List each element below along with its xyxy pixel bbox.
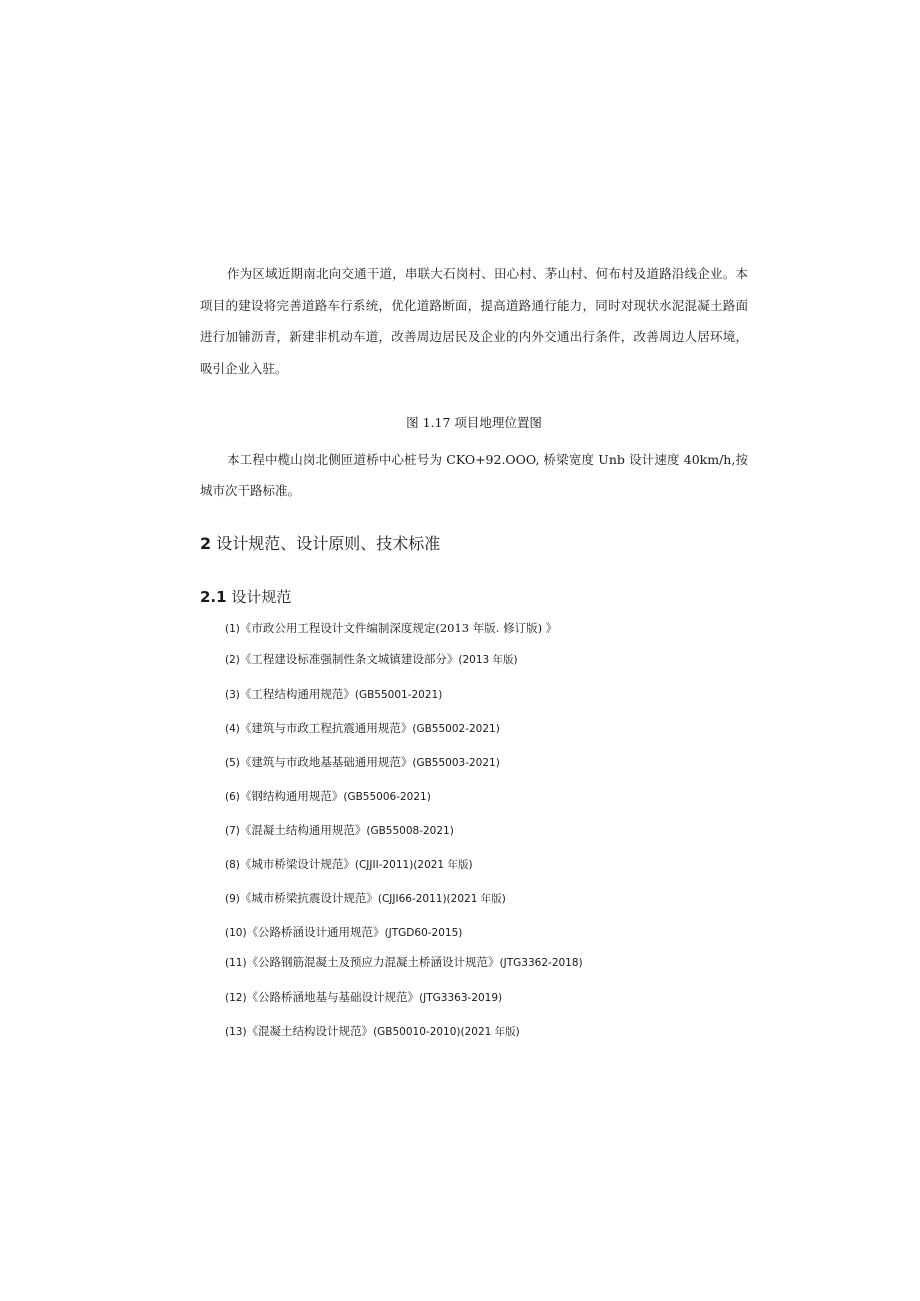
subsection-title: 设计规范 bbox=[231, 588, 292, 606]
reference-item bbox=[225, 720, 500, 736]
reference-title: 《混凝土结构设计规范》 bbox=[246, 1024, 374, 1038]
reference-title: 《钢结构通用规范》 bbox=[239, 789, 344, 803]
section-title: 设计规范、设计原则、技术标准 bbox=[216, 534, 441, 553]
reference-index: (6) bbox=[225, 791, 240, 803]
reference-code: (JTG3363-2019) bbox=[419, 992, 503, 1004]
reference-title: 《混凝土结构通用规范》 bbox=[239, 823, 367, 837]
reference-item bbox=[225, 620, 557, 636]
subsection-number: 2.1 bbox=[200, 588, 227, 606]
reference-index: (5) bbox=[225, 757, 240, 769]
reference-item bbox=[225, 1023, 520, 1039]
reference-title: 《城市桥梁抗震设计规范》 bbox=[239, 891, 378, 905]
subsection-heading bbox=[200, 586, 291, 607]
reference-item bbox=[225, 856, 473, 872]
reference-index: (11) bbox=[225, 957, 247, 969]
reference-item bbox=[225, 822, 454, 838]
bridge-paragraph: 本工程中榄山岗北侧匝道桥中心桩号为 CKO+92.OOO, 桥梁宽度 Unb 设计速度 40km/h,按城市次干路标准。 bbox=[200, 452, 748, 498]
reference-index: (4) bbox=[225, 723, 240, 735]
reference-index: (1) bbox=[225, 623, 240, 635]
reference-item bbox=[225, 954, 583, 970]
figure-caption: 图 1.17 项目地理位置图 bbox=[406, 415, 542, 430]
reference-item bbox=[225, 788, 431, 804]
reference-code: (GB55006-2021) bbox=[343, 791, 431, 803]
reference-code: (GB50010-2010)(2021 年版) bbox=[373, 1026, 520, 1038]
reference-title: 《工程建设标准强制性条文城镇建设部分》 bbox=[239, 652, 459, 666]
reference-code: (GB55003-2021) bbox=[412, 757, 500, 769]
reference-code: (GB55008-2021) bbox=[366, 825, 454, 837]
reference-index: (7) bbox=[225, 825, 240, 837]
reference-code: (JTG3362-2018) bbox=[499, 957, 583, 969]
reference-index: (12) bbox=[225, 992, 247, 1004]
reference-title: 《公路钢筋混凝土及预应力混凝土桥涵设计规范》 bbox=[246, 955, 500, 969]
reference-index: (13) bbox=[225, 1026, 247, 1038]
reference-code: (2013 年版) bbox=[458, 654, 518, 666]
reference-title: 《工程结构通用规范》 bbox=[239, 687, 355, 701]
reference-item bbox=[225, 924, 462, 940]
reference-item bbox=[225, 754, 500, 770]
reference-item bbox=[225, 686, 442, 702]
reference-code: (JTGD60-2015) bbox=[384, 927, 463, 939]
reference-code: (CJJII-2011)(2021 年版) bbox=[354, 859, 473, 871]
intro-paragraph: 作为区域近期南北向交通干道，串联大石岗村、田心村、茅山村、何布村及道路沿线企业。本项目的建设将完善道路车行系统，优化道路断面，提高道路通行能力，同时对现状水泥混凝土路面进行加铺沥青，新建非机动车道，改善周边居民及企业的内外交通出行条件，改善周边人居环境，吸引企业入驻。 bbox=[200, 266, 748, 376]
reference-item bbox=[225, 989, 502, 1005]
reference-index: (8) bbox=[225, 859, 240, 871]
reference-title: 《建筑与市政工程抗震通用规范》 bbox=[239, 721, 413, 735]
reference-title: 《公路桥涵地基与基础设计规范》 bbox=[246, 990, 420, 1004]
reference-index: (3) bbox=[225, 689, 240, 701]
reference-code: (GB55002-2021) bbox=[412, 723, 500, 735]
reference-index: (2) bbox=[225, 654, 240, 666]
reference-code: (CJJI66-2011)(2021 年版) bbox=[377, 893, 506, 905]
reference-index: (9) bbox=[225, 893, 240, 905]
reference-title: 《建筑与市政地基基础通用规范》 bbox=[239, 755, 413, 769]
reference-item bbox=[225, 890, 506, 906]
reference-title: 《城市桥梁设计规范》 bbox=[239, 857, 355, 871]
reference-code: (GB55001-2021) bbox=[354, 689, 443, 701]
reference-title: 《公路桥涵设计通用规范》 bbox=[246, 925, 385, 939]
reference-index: (10) bbox=[225, 927, 247, 939]
section-number: 2 bbox=[200, 534, 212, 553]
reference-title: 《市政公用工程设计文件编制深度规定(2013 年版. 修订版) 》 bbox=[239, 621, 558, 635]
reference-item bbox=[225, 651, 518, 667]
section-heading bbox=[200, 531, 440, 554]
